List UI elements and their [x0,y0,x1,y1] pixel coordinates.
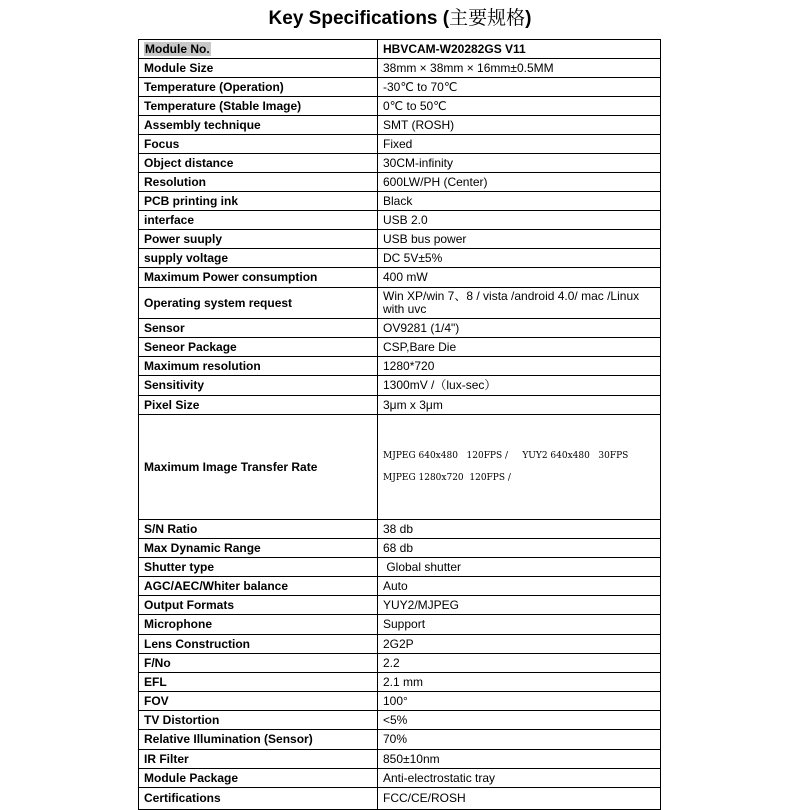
spec-label: Sensor [139,319,378,338]
spec-value: 1300mV /（lux-sec） [378,376,661,396]
spec-label: Seneor Package [139,338,378,357]
spec-value: FCC/CE/ROSH [378,788,661,810]
spec-value: 1280*720 [378,357,661,376]
spec-value: 68 db [378,539,661,558]
spec-value: 600LW/PH (Center) [378,173,661,192]
spec-row [139,673,661,692]
spec-row [139,230,661,249]
spec-label: FOV [139,692,378,711]
spec-value [378,415,661,520]
spec-label: Module Size [139,59,378,78]
spec-row-module-no [139,40,661,59]
spec-label: Shutter type [139,558,378,577]
spec-label: Object distance [139,154,378,173]
spec-label: Module No. [139,40,378,59]
spec-row [139,750,661,769]
spec-value: -30℃ to 70℃ [378,78,661,97]
spec-label: Maximum Image Transfer Rate [139,415,378,520]
spec-label: interface [139,211,378,230]
spec-value: Global shutter [378,558,661,577]
spec-row [139,116,661,135]
spec-value: Black [378,192,661,211]
spec-value: Win XP/win 7、8 / vista /android 4.0/ mac /Linux with uvc [378,288,661,319]
spec-value: 3μm x 3μm [378,396,661,415]
spec-label: Lens Construction [139,635,378,654]
spec-value: YUY2/MJPEG [378,596,661,615]
spec-row [139,596,661,615]
spec-value: Fixed [378,135,661,154]
spec-row [139,154,661,173]
spec-row [139,135,661,154]
spec-row [139,654,661,673]
spec-row [139,357,661,376]
spec-label: F/No [139,654,378,673]
spec-label: PCB printing ink [139,192,378,211]
spec-row [139,692,661,711]
spec-row [139,249,661,268]
spec-row [139,520,661,539]
spec-label: IR Filter [139,750,378,769]
spec-label: Max Dynamic Range [139,539,378,558]
spec-row-transfer-rate [139,415,661,520]
spec-value: 400 mW [378,268,661,288]
spec-label: Pixel Size [139,396,378,415]
spec-label: Module Package [139,769,378,788]
spec-value: USB 2.0 [378,211,661,230]
title-close: ) [525,8,532,29]
spec-label: EFL [139,673,378,692]
spec-row [139,396,661,415]
spec-label: Temperature (Stable Image) [139,97,378,116]
spec-value: 2G2P [378,635,661,654]
spec-label: Temperature (Operation) [139,78,378,97]
spec-table [138,39,661,810]
spec-label: supply voltage [139,249,378,268]
spec-value: 30CM-infinity [378,154,661,173]
spec-row [139,711,661,730]
spec-label: Output Formats [139,596,378,615]
spec-row [139,558,661,577]
spec-value: HBVCAM-W20282GS V11 [378,40,661,59]
spec-label: Assembly technique [139,116,378,135]
spec-row [139,577,661,596]
spec-row [139,769,661,788]
spec-value: 850±10nm [378,750,661,769]
spec-value: USB bus power [378,230,661,249]
spec-label: Power suuply [139,230,378,249]
spec-row [139,192,661,211]
spec-row [139,539,661,558]
spec-row [139,376,661,396]
spec-row [139,97,661,116]
spec-value: 100° [378,692,661,711]
spec-value: SMT (ROSH) [378,116,661,135]
spec-row [139,211,661,230]
spec-label: AGC/AEC/Whiter balance [139,577,378,596]
spec-value: Support [378,615,661,635]
spec-row [139,59,661,78]
spec-row [139,338,661,357]
spec-row [139,78,661,97]
spec-label: Maximum resolution [139,357,378,376]
spec-row [139,788,661,810]
spec-value: 2.1 mm [378,673,661,692]
spec-label: Operating system request [139,288,378,319]
spec-value: Auto [378,577,661,596]
spec-row [139,268,661,288]
transfer-rate-line: MJPEG 1280x720 120FPS / [383,473,511,483]
spec-value: 38mm × 38mm × 16mm±0.5MM [378,59,661,78]
page-title [0,3,800,30]
spec-value: CSP,Bare Die [378,338,661,357]
spec-value: 38 db [378,520,661,539]
transfer-rate-line: MJPEG 640x480 120FPS / YUY2 640x480 30FPS [383,451,629,461]
spec-row [139,173,661,192]
spec-row [139,730,661,750]
spec-row [139,635,661,654]
title-main: Key Specifications ( [268,8,450,29]
spec-label: TV Distortion [139,711,378,730]
spec-row [139,615,661,635]
spec-label: Maximum Power consumption [139,268,378,288]
spec-label: Microphone [139,615,378,635]
spec-value: OV9281 (1/4") [378,319,661,338]
spec-row [139,288,661,319]
spec-label: Relative Illumination (Sensor) [139,730,378,750]
spec-value: Anti-electrostatic tray [378,769,661,788]
spec-label: Resolution [139,173,378,192]
spec-label: Certifications [139,788,378,810]
spec-label: Sensitivity [139,376,378,396]
title-chinese: 主要规格 [449,7,526,29]
spec-label: S/N Ratio [139,520,378,539]
spec-row [139,319,661,338]
spec-value: DC 5V±5% [378,249,661,268]
spec-value: <5% [378,711,661,730]
spec-value: 0℃ to 50℃ [378,97,661,116]
spec-value: 70% [378,730,661,750]
spec-label: Focus [139,135,378,154]
spec-value: 2.2 [378,654,661,673]
